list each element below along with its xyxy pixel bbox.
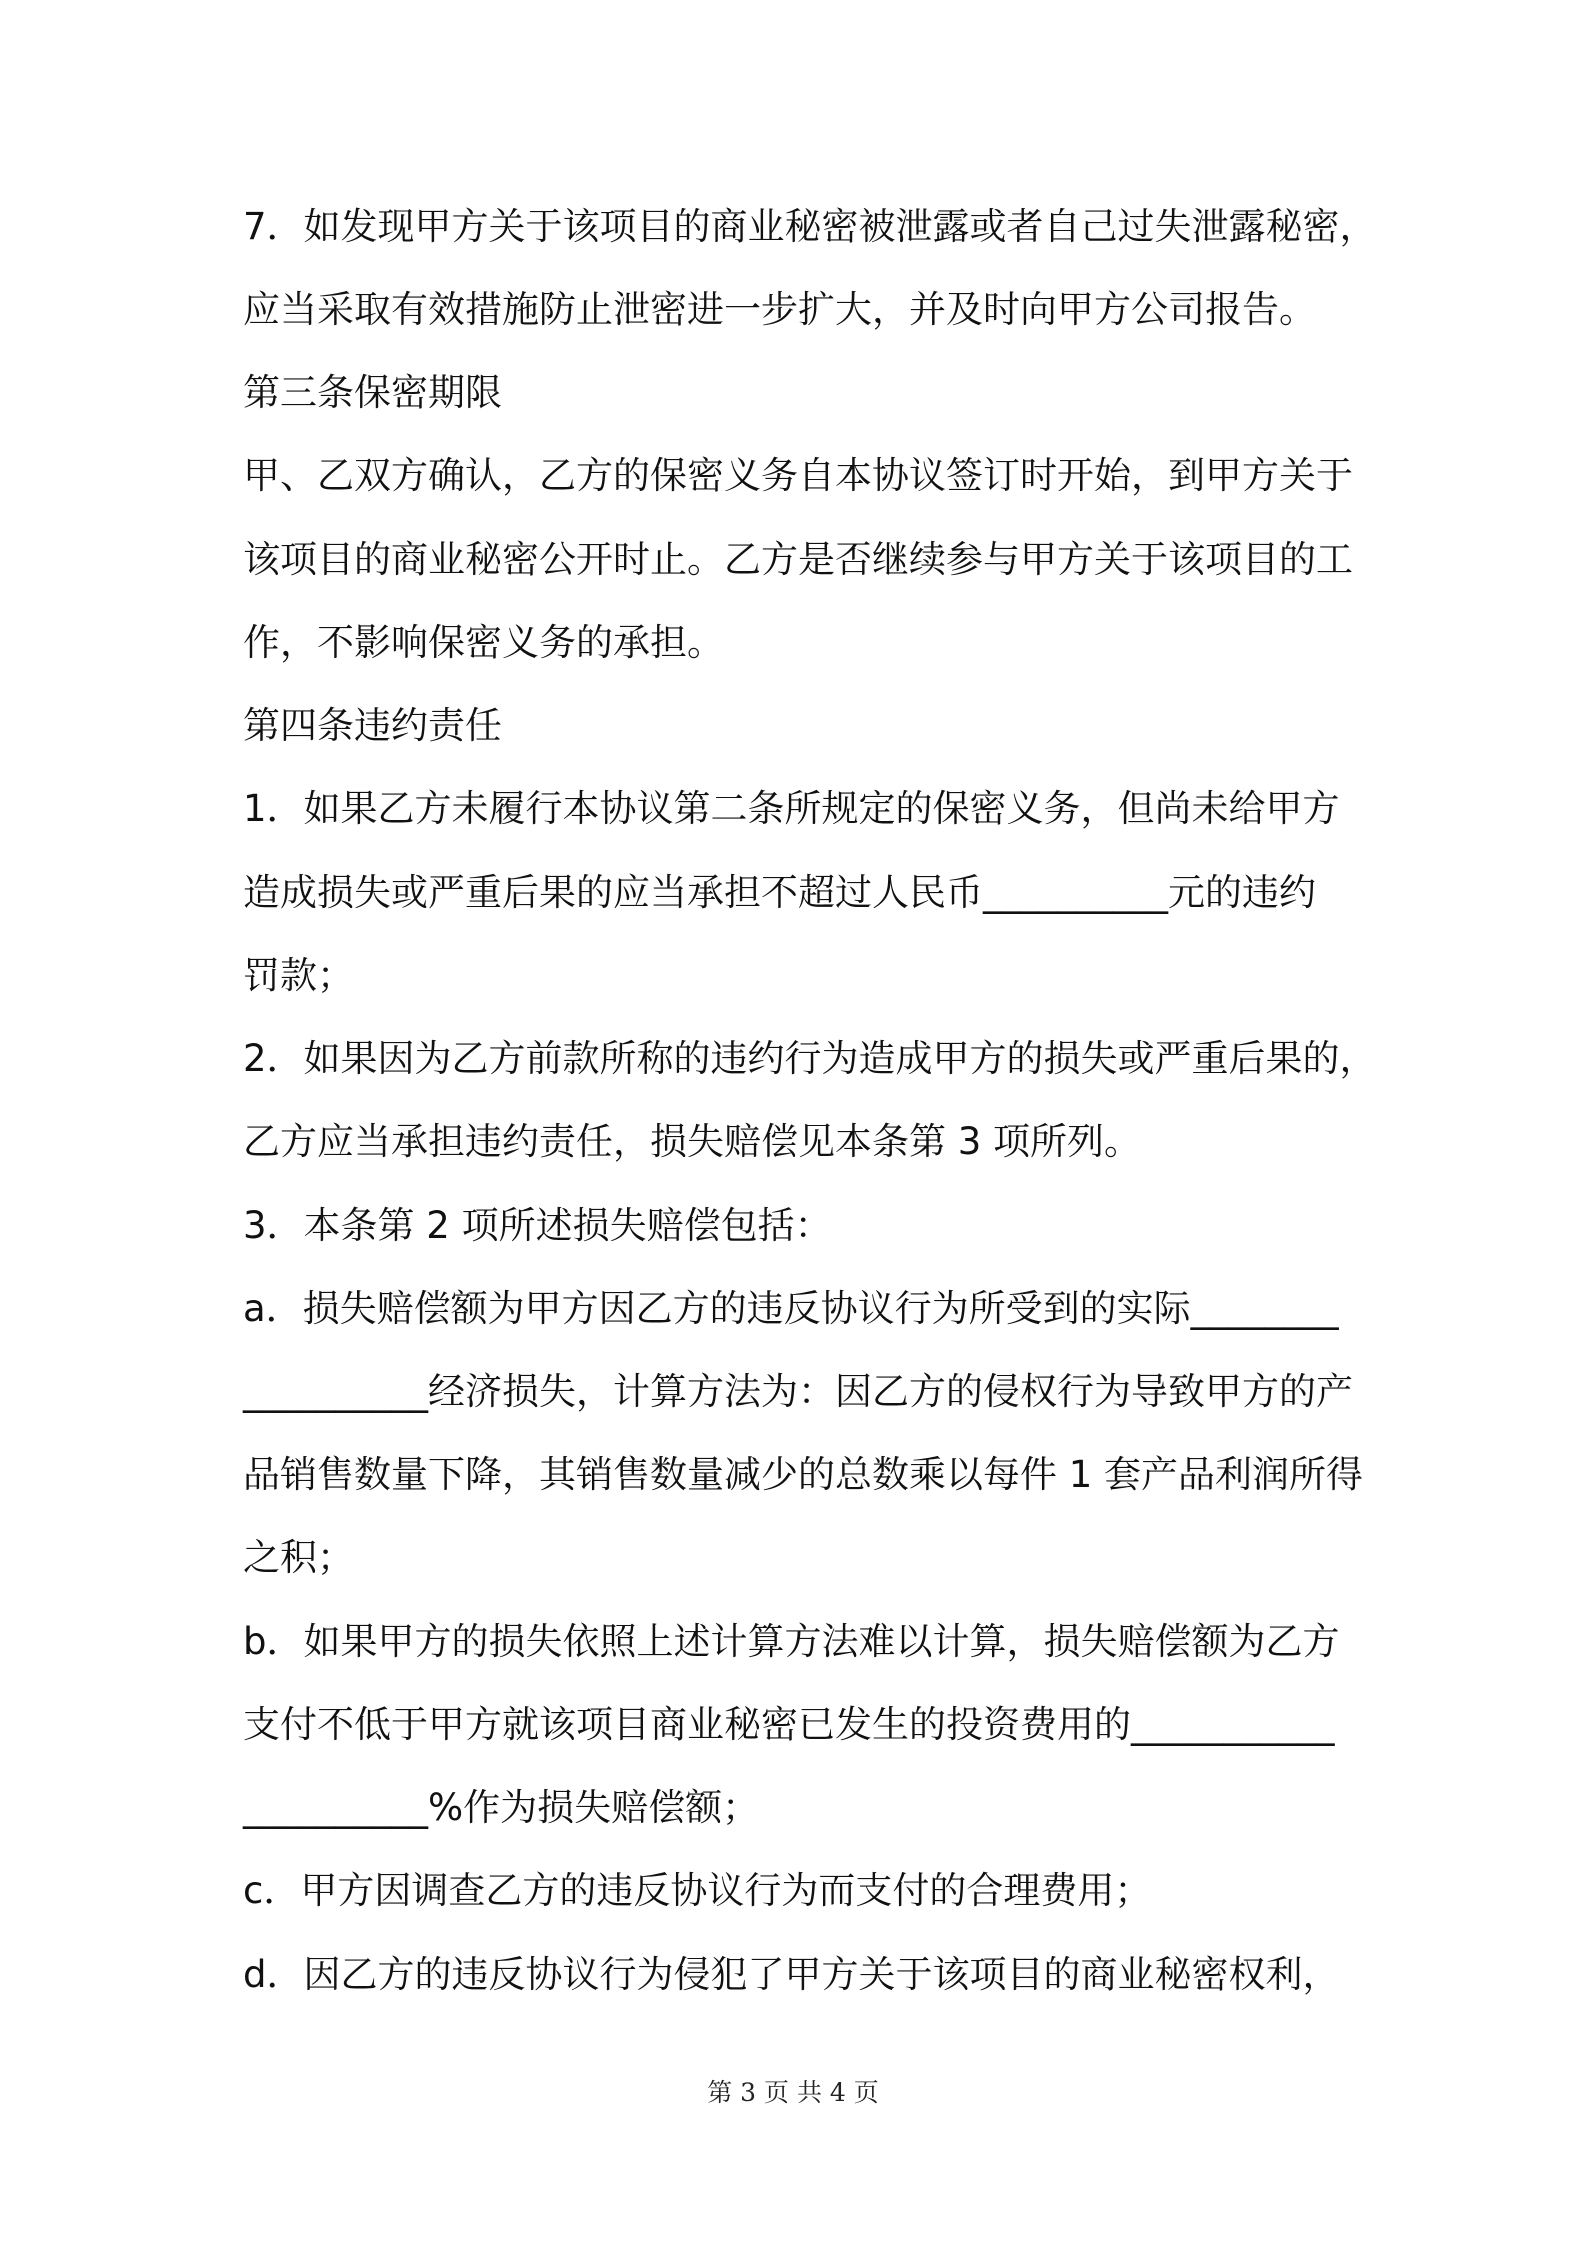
- text-line: __________经济损失，计算方法为：因乙方的侵权行为导致甲方的产: [243, 1370, 1353, 1413]
- text-line: 3．本条第 2 项所述损失赔偿包括：: [243, 1204, 832, 1247]
- text-line: 7．如发现甲方关于该项目的商业秘密被泄露或者自己过失泄露秘密，: [243, 205, 1377, 248]
- text-line: b．如果甲方的损失依照上述计算方法难以计算，损失赔偿额为乙方: [243, 1620, 1340, 1663]
- text-line: __________%作为损失赔偿额；: [243, 1786, 760, 1829]
- text-line: a．损失赔偿额为甲方因乙方的违反协议行为所受到的实际________: [243, 1287, 1339, 1330]
- text-line: 之积；: [243, 1536, 354, 1579]
- page-footer: 第 3 页 共 4 页: [707, 2078, 879, 2107]
- text-line: 该项目的商业秘密公开时止。乙方是否继续参与甲方关于该项目的工: [243, 538, 1353, 581]
- text-line: 乙方应当承担违约责任，损失赔偿见本条第 3 项所列。: [243, 1120, 1142, 1163]
- text-line: 2．如果因为乙方前款所称的违约行为造成甲方的损失或严重后果的，: [243, 1037, 1377, 1080]
- text-line: 应当采取有效措施防止泄密进一步扩大，并及时向甲方公司报告。: [243, 288, 1316, 331]
- text-line: c．甲方因调查乙方的违反协议行为而支付的合理费用；: [243, 1869, 1152, 1912]
- text-line: 支付不低于甲方就该项目商业秘密已发生的投资费用的___________: [243, 1703, 1335, 1746]
- section-heading: 第四条违约责任: [243, 704, 502, 747]
- text-line: 罚款；: [243, 954, 354, 997]
- section-heading: 第三条保密期限: [243, 371, 502, 414]
- text-line: 1．如果乙方未履行本协议第二条所规定的保密义务，但尚未给甲方: [243, 787, 1340, 830]
- text-line: 作，不影响保密义务的承担。: [243, 621, 724, 664]
- text-line: 造成损失或严重后果的应当承担不超过人民币__________元的违约: [243, 871, 1316, 914]
- text-line: 品销售数量下降，其销售数量减少的总数乘以每件 1 套产品利润所得: [243, 1453, 1364, 1496]
- text-line: d．因乙方的违反协议行为侵犯了甲方关于该项目的商业秘密权利，: [243, 1953, 1340, 1996]
- text-line: 甲、乙双方确认，乙方的保密义务自本协议签订时开始，到甲方关于: [243, 454, 1353, 497]
